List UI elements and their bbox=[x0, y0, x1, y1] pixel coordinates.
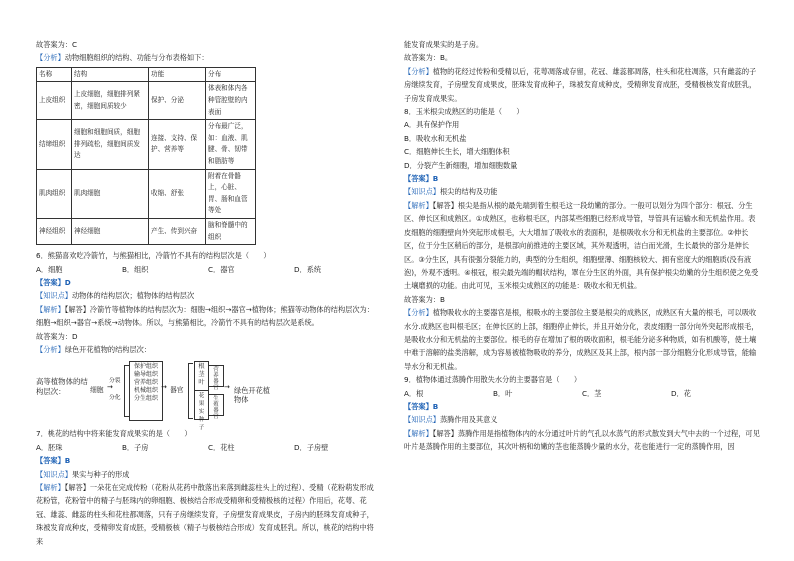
vegetative-organs bbox=[194, 361, 209, 391]
table-cell: 上皮组织 bbox=[37, 82, 72, 120]
option-a: A．细胞 bbox=[36, 264, 63, 274]
knowledge-point bbox=[404, 413, 760, 426]
knowledge-text: 果实与种子的形成 bbox=[71, 469, 130, 479]
option-d: D．分裂产生新细胞，增加细胞数量 bbox=[404, 160, 518, 170]
explanation-tag: 【解析】 bbox=[404, 428, 433, 438]
brace-icon bbox=[188, 363, 193, 419]
organ-item: 果实 bbox=[198, 401, 205, 416]
table-cell: 细胞和细胞间质，细胞排列疏松，细胞间质发达 bbox=[72, 120, 149, 169]
question-9-options bbox=[404, 387, 760, 400]
answer-line: 故答案为：D bbox=[36, 331, 78, 341]
option-b: B．叶 bbox=[493, 388, 513, 398]
table-row bbox=[37, 120, 256, 169]
analysis-paragraph bbox=[36, 51, 380, 64]
table-cell: 分布最广泛，如：血液、肌腱、骨、韧带和脂肪等 bbox=[206, 120, 256, 169]
table-row bbox=[37, 82, 256, 120]
explanation-paragraph bbox=[36, 481, 380, 548]
table-cell: 体表和体内各种管腔壁的内表面 bbox=[206, 82, 256, 120]
table-cell: 肌肉组织 bbox=[37, 169, 72, 218]
analysis-paragraph bbox=[404, 306, 760, 373]
knowledge-point bbox=[36, 289, 380, 302]
knowledge-tag: 【知识点】 bbox=[36, 291, 72, 301]
analysis-paragraph bbox=[404, 65, 760, 105]
table-cell: 神经组织 bbox=[37, 218, 72, 244]
tissue-item: 保护组织 bbox=[133, 363, 158, 371]
explanation-paragraph bbox=[404, 427, 760, 454]
table-cell: 收缩、舒张 bbox=[149, 169, 206, 218]
question-7-options bbox=[36, 441, 380, 454]
question-6-stem: 6．熊猫喜欢吃冷箭竹，与熊猫相比，冷箭竹不具有的结构层次是（ ） bbox=[36, 251, 271, 261]
organ-item: 根 bbox=[198, 363, 205, 371]
option-c: C．器官 bbox=[208, 264, 235, 274]
explanation-tag: 【解析】 bbox=[36, 304, 65, 314]
option-d: D．系统 bbox=[294, 264, 322, 274]
knowledge-text: 动物体的结构层次；植物体的结构层次 bbox=[71, 291, 195, 301]
tissue-list bbox=[129, 361, 163, 421]
analysis-tag: 【分析】 bbox=[404, 66, 433, 76]
answer-tag: 【答案】B bbox=[404, 174, 439, 184]
knowledge-text: 蒸腾作用及其意义 bbox=[439, 415, 498, 425]
table-header-cell: 名称 bbox=[37, 67, 72, 82]
tissue-table bbox=[36, 67, 256, 245]
table-cell: 脑和脊髓中的组织 bbox=[206, 218, 256, 244]
option-b: B．组织 bbox=[122, 264, 149, 274]
explanation-text: 【解答】根尖是指从根的最先端到着生根毛这一段幼嫩的部分。一般可以划分为四个部分：根冠、分生区、伸长区和成熟区。①成熟区，也称根毛区，内部某些细胞已经形成导管，导管具有运输水和无机盐作用。表皮细胞的细胞壁向外突起形成根毛，大大增加了吸收水的表面积，是根吸收水分和无机盐的主要部位。②伸长区，位于分生区稍后的部分，是根部向前推进的主要区域，其外观透明，洁白而光滑，生长最快的部分是伸长区。③分生区，具有很强分裂能力的，典型的分生组织，细胞壁薄、细胞核较大、拥有密度大的细胞质(没有液泡)，外观不透明。④根冠，根尖最先端的帽状结构，罩在分生区的外面，具有保护根尖幼嫩的分生组织使之免受土壤磨损的功能。由此可见，玉米根尖成熟区的功能是：吸收水和无机盐。 bbox=[404, 200, 759, 291]
knowledge-tag: 【知识点】 bbox=[36, 469, 72, 479]
organ-item: 种子 bbox=[198, 417, 205, 432]
table-header-row bbox=[37, 67, 256, 82]
option-b: B．吸收水和无机盐 bbox=[404, 133, 467, 143]
option-d: D．花 bbox=[671, 388, 691, 398]
explanation-text: 【解答】蒸腾作用是指植物体内的水分通过叶片的气孔以水蒸气的形式散发到大气中去的一个过程，可见叶片是蒸腾作用的主要部位，其次叶柄和幼嫩的茎也能蒸腾少量的水分，花也能进行一定的蒸腾作用，因 bbox=[404, 428, 760, 452]
table-cell: 连接、支持、保护、营养等 bbox=[149, 120, 206, 169]
question-9-stem: 9．植物体通过蒸腾作用散失水分的主要器官是（ ） bbox=[404, 375, 582, 385]
table-cell: 产生、传到兴奋 bbox=[149, 218, 206, 244]
analysis-text: 植物吸收水的主要器官是根，根吸水的主要部位主要是根尖的成熟区，成熟区有大量的根毛，可以吸收水分.成熟区也叫根毛区；在伸长区的上部，细胞停止伸长，并且开始分化，表皮细胞一部分向外突起形成根毛，是吸收水分和无机盐的主要部位。根毛的存在增加了根的吸收面积，根毛能分泌多种物质，如有机酸等，使土壤中难于溶解的盐类溶解，成为容易被植物吸收的养分，成熟区及其上部，根内部一部分细胞分化形成导管，能输导水分和无机盐。 bbox=[404, 308, 759, 371]
table-cell: 保护、分泌 bbox=[149, 82, 206, 120]
answer-tag: 【答案】B bbox=[404, 401, 439, 411]
organ-item: 叶 bbox=[198, 379, 205, 387]
organ-item: 茎 bbox=[198, 371, 205, 379]
left-column bbox=[36, 38, 380, 548]
reproductive-organs bbox=[194, 390, 209, 432]
analysis-paragraph bbox=[36, 343, 380, 356]
tissue-item: 输导组织 bbox=[133, 371, 158, 379]
analysis-tag: 【分析】 bbox=[404, 308, 433, 318]
tissue-item: 分生组织 bbox=[133, 395, 158, 403]
table-cell: 附着在骨骼上，心脏、胃、肠和血管等处 bbox=[206, 169, 256, 218]
table-row bbox=[37, 218, 256, 244]
knowledge-text: 根尖的结构及功能 bbox=[439, 187, 498, 197]
option-b: B．子房 bbox=[122, 442, 149, 452]
question-7-stem: 7．桃花的结构中将来能发育成果实的是（ ） bbox=[36, 429, 192, 439]
option-c: C．茎 bbox=[582, 388, 602, 398]
tissue-item: 机械组织 bbox=[133, 387, 158, 395]
question-6-options bbox=[36, 263, 380, 276]
explanation-tag: 【解析】 bbox=[36, 483, 65, 492]
answer-tag: 【答案】D bbox=[36, 277, 71, 287]
answer-line: 故答案为：C bbox=[36, 40, 77, 49]
explanation-text: 【解答】冷箭竹等植物体的结构层次为：细胞→组织→器官→植物体；熊猫等动物体的结构层次为：细胞→组织→器官→系统→动物体。所以，与熊猫相比，冷箭竹不具有的结构层次是系统。 bbox=[36, 304, 374, 328]
arrow-icon: → bbox=[161, 383, 167, 392]
diagram-organ: 器官 bbox=[170, 386, 184, 395]
plant-structure-diagram bbox=[36, 359, 276, 432]
table-row bbox=[37, 169, 256, 218]
knowledge-point bbox=[36, 468, 380, 481]
explanation-text: 【解答】一朵花在完成传粉（花粉从花药中散落出来落到雌蕊柱头上的过程）、受精（花粉萌发形成花粉管，花粉管中的精子与胚珠内的卵细胞、极核结合形成受精卵和受精极核的过程）作用后，花萼、花冠、雄蕊、雌蕊的柱头和花柱都凋落，只有子房继续发育，子房壁发育成果皮，子房内的胚珠发育成种子，珠被发育成种皮，受精卵发育成胚，受精极核（精子与极核结合形成）发育成胚乳。所以，桃花的结构中将来 bbox=[36, 483, 374, 546]
arrow-icon: → bbox=[107, 383, 113, 392]
table-header-cell: 分布 bbox=[206, 67, 256, 82]
arrow-icon: → bbox=[224, 383, 230, 392]
table-cell: 神经细胞 bbox=[72, 218, 149, 244]
option-d: D．子房壁 bbox=[294, 442, 329, 452]
answer-tag: 【答案】B bbox=[36, 456, 71, 466]
explanation-paragraph bbox=[404, 199, 760, 293]
option-c: C．细胞伸长生长，增大细胞体积 bbox=[404, 147, 510, 157]
vegetative-label: 营养器官 bbox=[208, 365, 224, 387]
analysis-tag: 【分析】 bbox=[36, 344, 65, 354]
table-cell: 结缔组织 bbox=[37, 120, 72, 169]
diagram-lead: 高等植物体的结构层次： bbox=[36, 377, 88, 397]
diagram-result: 绿色开花植物体 bbox=[234, 386, 270, 405]
table-cell: 上皮细胞，细胞排列紧密，细胞间质较少 bbox=[72, 82, 149, 120]
analysis-text: 绿色开花植物的结构层次： bbox=[64, 344, 152, 354]
analysis-tag: 【分析】 bbox=[36, 53, 65, 63]
diagram-cell: 细胞 bbox=[90, 386, 104, 395]
organ-item: 花 bbox=[198, 393, 205, 400]
continued-text: 能发育成果实的是子房。 bbox=[404, 40, 484, 49]
explanation-paragraph bbox=[36, 303, 380, 330]
diagram-divide: 分裂 bbox=[109, 378, 121, 385]
question-8-stem: 8．玉米根尖成熟区的功能是（ ） bbox=[404, 107, 524, 117]
table-header-cell: 功能 bbox=[149, 67, 206, 82]
explanation-tag: 【解析】 bbox=[404, 200, 433, 210]
analysis-text: 动物细胞组织的结构、功能与分布表格如下： bbox=[64, 53, 209, 63]
tissue-item: 营养组织 bbox=[133, 379, 158, 387]
analysis-text: 植物的花经过传粉和受精以后，花萼凋落或存留，花冠、雄蕊都凋落，柱头和花柱凋落，只有雌蕊的子房继续发育，子房壁发育成果皮，胚珠发育成种子，珠被发育成种皮，受精卵发育成胚，受精极核发育成胚乳，子房发育成果实。 bbox=[404, 66, 757, 103]
option-a: A．胚珠 bbox=[36, 442, 63, 452]
option-c: C．花柱 bbox=[208, 442, 235, 452]
reproductive-label: 生殖器官 bbox=[208, 394, 224, 416]
table-cell: 肌肉细胞 bbox=[72, 169, 149, 218]
right-column bbox=[404, 38, 760, 454]
knowledge-tag: 【知识点】 bbox=[404, 415, 440, 425]
answer-line: 故答案为：B。 bbox=[404, 53, 453, 63]
diagram-differentiate: 分化 bbox=[109, 395, 121, 402]
option-a: A．根 bbox=[404, 388, 424, 398]
option-a: A．具有保护作用 bbox=[404, 120, 460, 130]
knowledge-tag: 【知识点】 bbox=[404, 187, 440, 197]
knowledge-point bbox=[404, 185, 760, 198]
table-header-cell: 结构 bbox=[72, 67, 149, 82]
answer-line: 故答案为：B bbox=[404, 294, 445, 304]
